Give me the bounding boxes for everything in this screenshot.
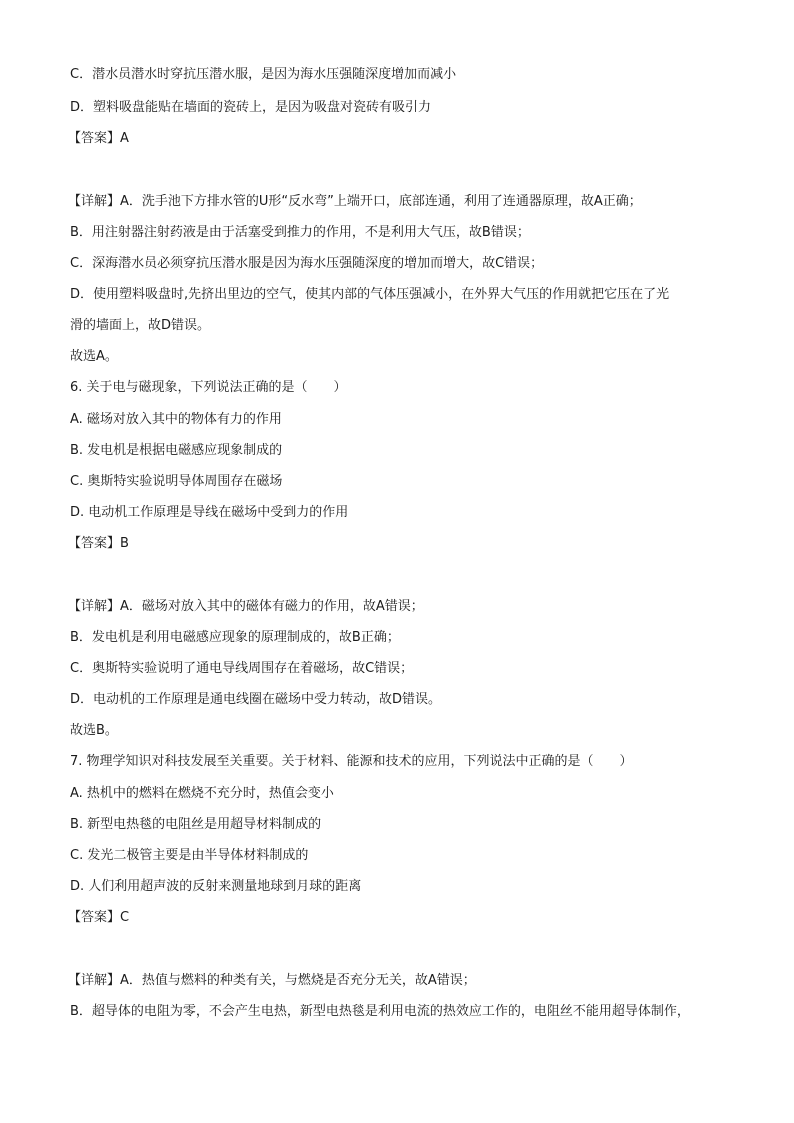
question-7-option-a: A. 热机中的燃料在燃烧不充分时，热值会变小 xyxy=(70,786,334,801)
explanation-line: C．奥斯特实验说明了通电导线周围存在着磁场，故C错误； xyxy=(70,661,414,676)
question-7-option-c: C. 发光二极管主要是由半导体材料制成的 xyxy=(70,848,309,863)
explanation-line: 【详解】A．热值与燃料的种类有关，与燃烧是否充分无关，故A错误； xyxy=(68,973,476,988)
question-6-option-d: D. 电动机工作原理是导线在磁场中受到力的作用 xyxy=(70,505,349,520)
answer-label: 【答案】C xyxy=(68,910,130,925)
explanation-line: 【详解】A．磁场对放入其中的磁体有磁力的作用，故A错误； xyxy=(68,599,424,614)
option-d-line: D．塑料吸盘能贴在墙面的瓷砖上，是因为吸盘对瓷砖有吸引力 xyxy=(70,100,432,115)
question-6-option-a: A. 磁场对放入其中的物体有力的作用 xyxy=(70,412,282,427)
explanation-line: D．使用塑料吸盘时,先挤出里边的空气，使其内部的气体压强减小，在外界大气压的作用就把它压在了光 xyxy=(70,287,670,302)
explanation-line: 【详解】A．洗手池下方排水管的U形“反水弯”上端开口，底部连通，利用了连通器原理，故A正确； xyxy=(68,194,642,209)
answer-label: 【答案】B xyxy=(68,536,129,551)
question-7-option-d: D. 人们利用超声波的反射来测量地球到月球的距离 xyxy=(70,879,362,894)
explanation-line: B．发电机是利用电磁感应现象的原理制成的，故B正确； xyxy=(70,630,400,645)
explanation-line: D．电动机的工作原理是通电线圈在磁场中受力转动，故D错误。 xyxy=(70,692,442,707)
explanation-line: 滑的墙面上，故D错误。 xyxy=(70,318,211,333)
question-6-option-b: B. 发电机是根据电磁感应现象制成的 xyxy=(70,443,283,458)
explanation-line: B．用注射器注射药液是由于活塞受到推力的作用，不是利用大气压，故B错误； xyxy=(70,225,530,240)
question-7-stem: 7. 物理学知识对科技发展至关重要。关于材料、能源和技术的应用，下列说法中正确的是（ ） xyxy=(70,754,633,769)
answer-label: 【答案】A xyxy=(68,131,129,146)
explanation-line: C．深海潜水员必须穿抗压潜水服是因为海水压强随深度的增加而增大，故C错误； xyxy=(70,256,544,271)
question-6-option-c: C. 奥斯特实验说明导体周围存在磁场 xyxy=(70,474,283,489)
conclusion-line: 故选A。 xyxy=(70,349,118,364)
question-6-stem: 6. 关于电与磁现象，下列说法正确的是（ ） xyxy=(70,380,347,395)
question-7-option-b: B. 新型电热毯的电阻丝是用超导材料制成的 xyxy=(70,817,322,832)
conclusion-line: 故选B。 xyxy=(70,723,118,738)
option-c-line: C．潜水员潜水时穿抗压潜水服，是因为海水压强随深度增加而减小 xyxy=(70,67,457,82)
explanation-line: B．超导体的电阻为零，不会产生电热，新型电热毯是利用电流的热效应工作的，电阻丝不能用超导体制作， xyxy=(70,1004,690,1019)
